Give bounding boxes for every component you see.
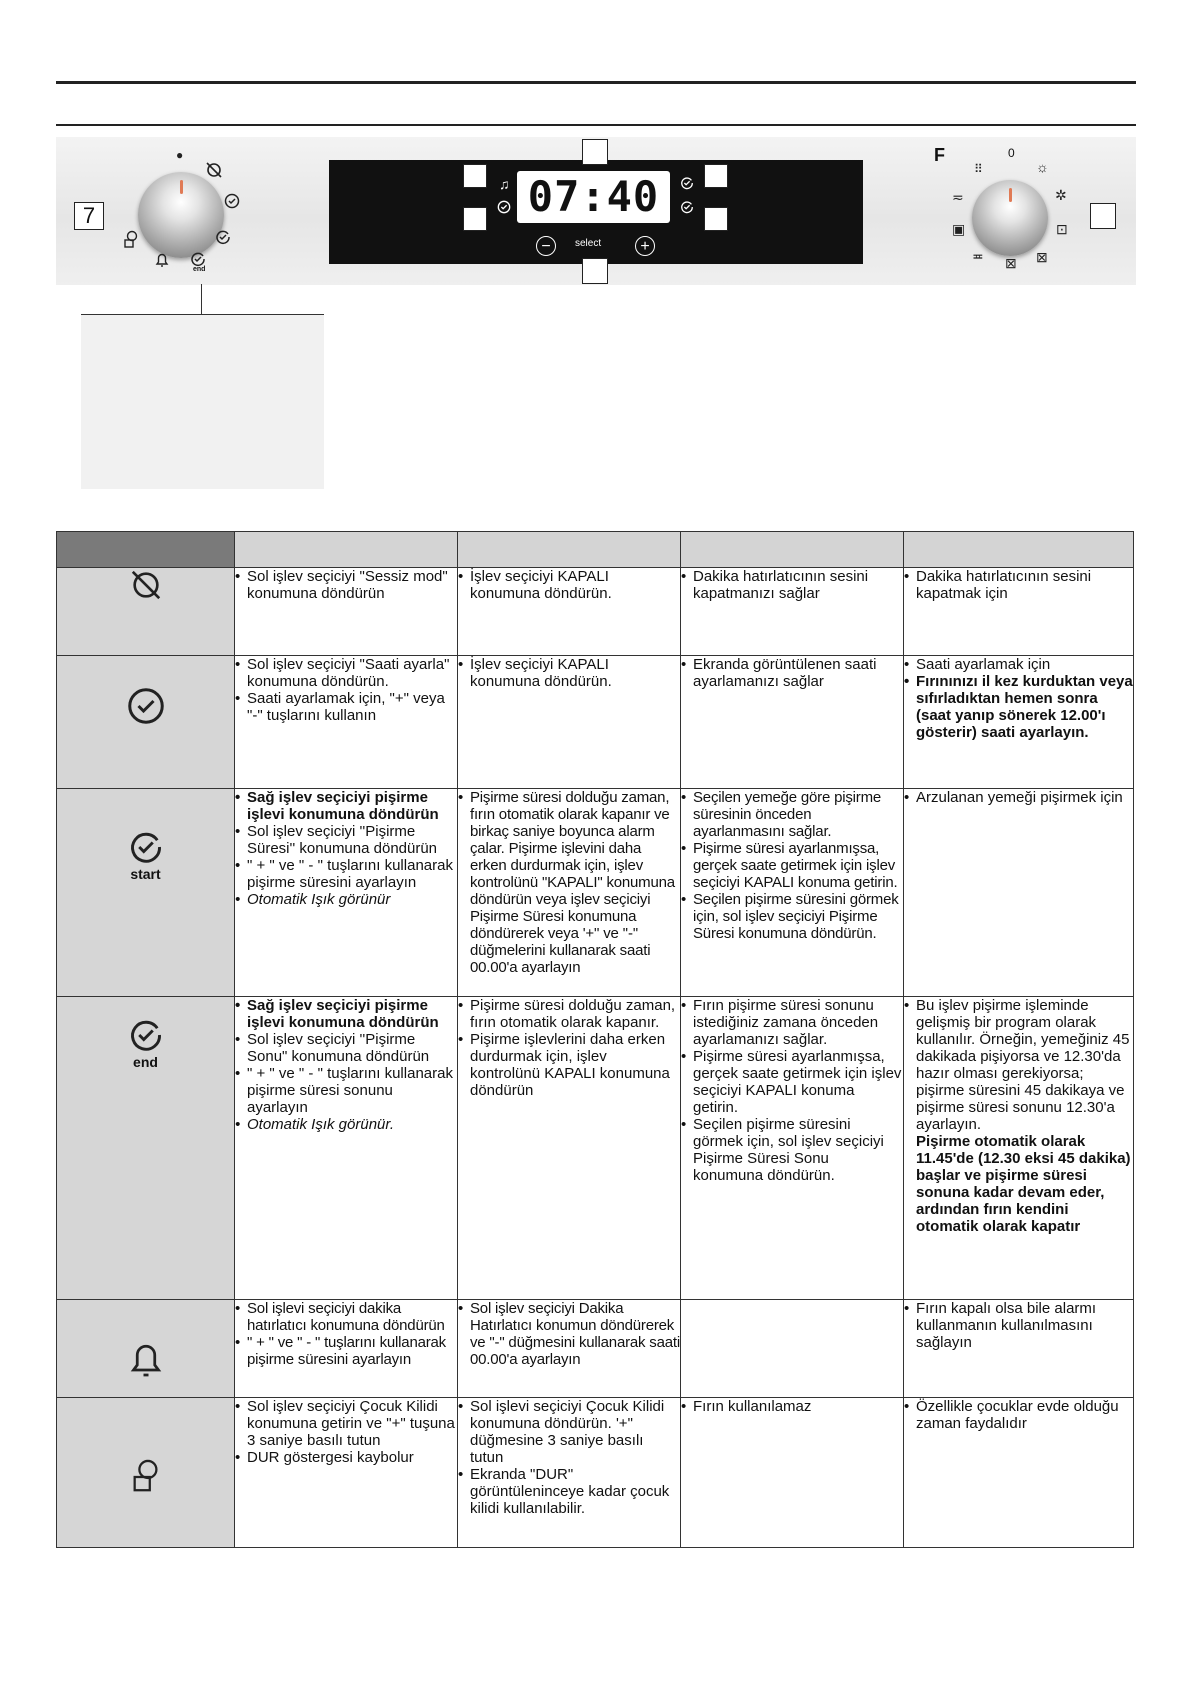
- table-row: [57, 1398, 1134, 1548]
- list-item: • Dakika hatırlatıcının sesini kapatmanızı sağlar: [681, 568, 903, 602]
- table-cell: [904, 1398, 1134, 1548]
- table-cell: [681, 568, 904, 656]
- off-dot-icon: ●: [176, 148, 184, 162]
- silent-mode-icon: [205, 161, 223, 179]
- list-item: • Sağ işlev seçiciyi pişirme işlevi konumuna döndürün: [235, 789, 457, 823]
- defrost-icon: ▣: [952, 221, 966, 237]
- table-cell: [681, 1300, 904, 1398]
- table-cell: [235, 997, 458, 1300]
- fan-bottom-icon: ⊠: [1036, 249, 1048, 265]
- bell-icon: [57, 1340, 234, 1384]
- top-rule: [56, 81, 1136, 84]
- header-cell: [57, 532, 235, 568]
- list-item: • Otomatik Işık görünür.: [235, 1116, 457, 1133]
- cell-bullet-list: [681, 789, 903, 942]
- table-cell: [681, 789, 904, 997]
- cell-bullet-list: [235, 1398, 457, 1466]
- fan-icon: ✲: [1055, 187, 1067, 203]
- list-item: • Sol işlevi seçiciyi dakika hatırlatıcı konumuna döndürün: [235, 1300, 457, 1334]
- icon-cell: [57, 656, 235, 789]
- cell-bullet-list: [904, 656, 1133, 741]
- table-cell: [681, 997, 904, 1300]
- cell-bullet-list: [458, 568, 680, 602]
- marker-right-knob: [1090, 203, 1116, 229]
- cell-bullet-list: [904, 1398, 1133, 1432]
- cell-bullet-list: [235, 997, 457, 1133]
- lower-heat-icon: ≖: [972, 248, 984, 264]
- table-cell: [681, 656, 904, 789]
- header-cell: [458, 532, 681, 568]
- cell-bullet-list: [235, 789, 457, 908]
- table-cell: [235, 656, 458, 789]
- table-cell: [904, 997, 1134, 1300]
- display-bell-icon: ♫: [499, 176, 510, 192]
- cell-bullet-list: [235, 1300, 457, 1368]
- list-item: • Pişirme süresi ayarlanmışsa, gerçek saate getirmek için işlev seçiciyi KAPALI konuma getirin.: [681, 840, 903, 891]
- table-cell: [458, 568, 681, 656]
- table-cell: [904, 1300, 1134, 1398]
- list-item: • Sol işlev seçiciyi Dakika Hatırlatıcı konumun döndürerek ve "-" düğmesini kullanarak saati 00.00'a ayarlayın: [458, 1300, 680, 1368]
- list-item: • Pişirme süresi ayarlanmışsa, gerçek saate getirmek için işlev seçiciyi KAPALI konuma getirin.: [681, 1048, 903, 1116]
- marker-top: [582, 139, 608, 165]
- table-cell: [458, 1300, 681, 1398]
- list-item: • " + " ve " - " tuşlarını kullanarak pişirme süresi sonunu ayarlayın: [235, 1065, 457, 1116]
- list-item: • Ekranda görüntülenen saati ayarlamanızı sağlar: [681, 656, 903, 690]
- marker-right-upper: [704, 164, 728, 188]
- list-item: • Sol işlev seçiciyi ''Pişirme Sonu" konumuna döndürün: [235, 1031, 457, 1065]
- display-end-icon: [680, 200, 694, 214]
- table-cell: [458, 997, 681, 1300]
- right-knob-letter: F: [934, 145, 945, 165]
- list-item: • Otomatik Işık görünür: [235, 891, 457, 908]
- knob-number-label: 7: [74, 202, 104, 230]
- grill-icon: ⠿: [974, 162, 983, 176]
- right-knob-zero: 0: [1008, 146, 1015, 160]
- top-heat-icon: ≂: [952, 189, 964, 205]
- cell-bullet-list: [681, 1398, 903, 1415]
- cell-bullet-list: [458, 1398, 680, 1517]
- list-item: • Sol işlev seçiciyi Çocuk Kilidi konumuna getirin ve "+" tuşuna 3 saniye basılı tutun: [235, 1398, 457, 1449]
- cell-bullet-list: [458, 997, 680, 1099]
- icon-cell: [57, 789, 235, 997]
- icon-label: start: [130, 866, 161, 882]
- icon-cell: [57, 1300, 235, 1398]
- table-row: [57, 789, 1134, 997]
- table-cell: [235, 1398, 458, 1548]
- list-item: • Fırın kullanılamaz: [681, 1398, 903, 1415]
- marker-left-lower: [463, 207, 487, 231]
- cell-bullet-list: [681, 656, 903, 690]
- list-item: • " + " ve " - " tuşlarını kullanarak pişirme süresini ayarlayın: [235, 857, 457, 891]
- silent-mode-icon: [57, 568, 234, 606]
- list-item: • Dakika hatırlatıcının sesini kapatmak için: [904, 568, 1133, 602]
- bell-icon: [154, 252, 170, 268]
- cell-bullet-list: [458, 656, 680, 690]
- child-lock-icon: [57, 1458, 234, 1500]
- table-row: [57, 997, 1134, 1300]
- icon-cell: [57, 997, 235, 1300]
- list-item: • " + " ve " - " tuşlarını kullanarak pişirme süresini ayarlayın: [235, 1334, 457, 1368]
- list-item: • Pişirme süresi dolduğu zaman, fırın otomatik olarak kapanır.: [458, 997, 680, 1031]
- child-lock-icon: [122, 230, 140, 250]
- display-time: 07:40: [517, 171, 670, 223]
- list-item: • İşlev seçiciyi KAPALI konumuna döndürün.: [458, 656, 680, 690]
- bottom-heat-icon: ⊡: [1056, 221, 1068, 237]
- table-cell: [235, 789, 458, 997]
- cell-bullet-list: [904, 789, 1133, 806]
- end-icon: [190, 251, 206, 267]
- cell-bullet-list: [458, 1300, 680, 1368]
- table-row: [57, 656, 1134, 789]
- marker-left-upper: [463, 164, 487, 188]
- cell-bullet-list: [904, 568, 1133, 602]
- duration-icon: [57, 829, 234, 869]
- plus-button[interactable]: +: [635, 236, 655, 256]
- display-clock-icon: [497, 200, 511, 214]
- end-small-label: end: [193, 266, 206, 273]
- table-cell: [458, 789, 681, 997]
- duration-icon: [215, 229, 231, 245]
- select-label: select: [575, 238, 602, 249]
- list-item: • Ekranda "DUR" görüntüleninceye kadar çocuk kilidi kullanılabilir.: [458, 1466, 680, 1517]
- right-function-knob[interactable]: [972, 180, 1048, 256]
- display-duration-icon: [680, 176, 694, 190]
- list-item: Pişirme otomatik olarak 11.45'de (12.30 eksi 45 dakika) başlar ve pişirme süresi sonuna kadar devam eder, ardından fırın kendini otomatik olarak kapatır: [916, 1133, 1131, 1235]
- table-cell: [458, 656, 681, 789]
- cell-bullet-list: [681, 568, 903, 602]
- list-item: • Arzulanan yemeği pişirmek için: [904, 789, 1133, 806]
- left-function-knob[interactable]: [138, 172, 224, 258]
- cell-bullet-list: [235, 568, 457, 602]
- table-row: [57, 568, 1134, 656]
- list-item: • Fırın pişirme süresi sonunu istediğiniz zamana önceden ayarlamanızı sağlar.: [681, 997, 903, 1048]
- list-item: • Pişirme işlevlerini daha erken durdurmak için, işlev kontrolünü KAPALI konumuna döndürün: [458, 1031, 680, 1099]
- cell-bullet-list: [904, 997, 1133, 1235]
- list-item: • Sağ işlev seçiciyi pişirme işlevi konumuna döndürün: [235, 997, 457, 1031]
- callout-line: [201, 284, 202, 315]
- marker-right-lower: [704, 207, 728, 231]
- function-table: [56, 531, 1134, 1548]
- list-item: • Sol işlev seçiciyi "Saati ayarla" konumuna döndürün.: [235, 656, 457, 690]
- table-row: [57, 1300, 1134, 1398]
- header-cell: [904, 532, 1134, 568]
- clock-icon: [57, 686, 234, 730]
- icon-label: end: [133, 1054, 158, 1070]
- list-item: • Saati ayarlamak için, "+" veya "-" tuşlarını kullanın: [235, 690, 457, 724]
- section-rule: [56, 124, 1136, 126]
- table-cell: [904, 568, 1134, 656]
- table-cell: [458, 1398, 681, 1548]
- list-item: • Seçilen pişirme süresini görmek için, sol işlev seçiciyi Pişirme Süresi Sonu konumuna döndürün.: [681, 1116, 903, 1184]
- cell-bullet-list: [458, 789, 680, 976]
- clock-icon: [224, 193, 240, 209]
- cell-bullet-list: [235, 656, 457, 724]
- list-item: • DUR göstergesi kaybolur: [235, 1449, 457, 1466]
- header-cell: [235, 532, 458, 568]
- list-item: • Sol işlev seçiciyi ''Pişirme Süresi'' konumuna döndürün: [235, 823, 457, 857]
- list-item: • Bu işlev pişirme işleminde gelişmiş bir program olarak kullanılır. Örneğin, yemeğiniz 45 dakikada pişiyorsa ve 12.30'da hazır olması gerekiyorsa; pişirme süresini 45 dakikaya ve pişirme süresi sonunu 12.30'a ayarlayın.: [904, 997, 1133, 1133]
- list-item: • Saati ayarlamak için: [904, 656, 1133, 673]
- icon-cell: [57, 1398, 235, 1548]
- list-item: • Fırınınızı il kez kurduktan veya sıfırladıktan hemen sonra (saat yanıp sönerek 12.00'ı gösterir) saati ayarlayın.: [904, 673, 1133, 741]
- list-item: • Özellikle çocuklar evde olduğu zaman faydalıdır: [904, 1398, 1133, 1432]
- list-item: • Sol işlev seçiciyi "Sessiz mod" konumuna döndürün: [235, 568, 457, 602]
- list-item: • Sol işlevi seçiciyi Çocuk Kilidi konumuna döndürün. '+" düğmesine 3 saniye basılı tutun: [458, 1398, 680, 1466]
- list-item: • İşlev seçiciyi KAPALI konumuna döndürün.: [458, 568, 680, 602]
- table-cell: [681, 1398, 904, 1548]
- light-icon: ☼: [1036, 159, 1049, 175]
- table-cell: [235, 568, 458, 656]
- minus-button[interactable]: −: [536, 236, 556, 256]
- table-header-row: [57, 532, 1134, 568]
- cell-bullet-list: [681, 997, 903, 1184]
- marker-bottom: [582, 258, 608, 284]
- table-cell: [904, 789, 1134, 997]
- callout-box: [81, 315, 324, 489]
- list-item: • Fırın kapalı olsa bile alarmı kullanmanın kullanılmasını sağlayın: [904, 1300, 1133, 1351]
- table-cell: [235, 1300, 458, 1398]
- list-item: • Pişirme süresi dolduğu zaman, fırın otomatik olarak kapanır ve birkaç saniye boyunca alarm çalar. Pişirme işlevini daha erken durdurmak için, işlev kontrolünü "KAPALI" konumuna döndürün veya işlev seçiciyi Pişirme Süresi konumuna döndürerek veya '+'' ve ''-'' düğmelerini kullanarak saati 00.00'a ayarlayın: [458, 789, 680, 976]
- list-item: • Seçilen yemeğe göre pişirme süresinin önceden ayarlanmasını sağlar.: [681, 789, 903, 840]
- list-item: • Seçilen pişirme süresini görmek için, sol işlev seçiciyi Pişirme Süresi konumuna döndürün.: [681, 891, 903, 942]
- icon-cell: [57, 568, 235, 656]
- header-cell: [681, 532, 904, 568]
- table-cell: [904, 656, 1134, 789]
- end-icon: [57, 1017, 234, 1057]
- cell-bullet-list: [904, 1300, 1133, 1351]
- fan-grill-icon: ⊠: [1005, 255, 1017, 271]
